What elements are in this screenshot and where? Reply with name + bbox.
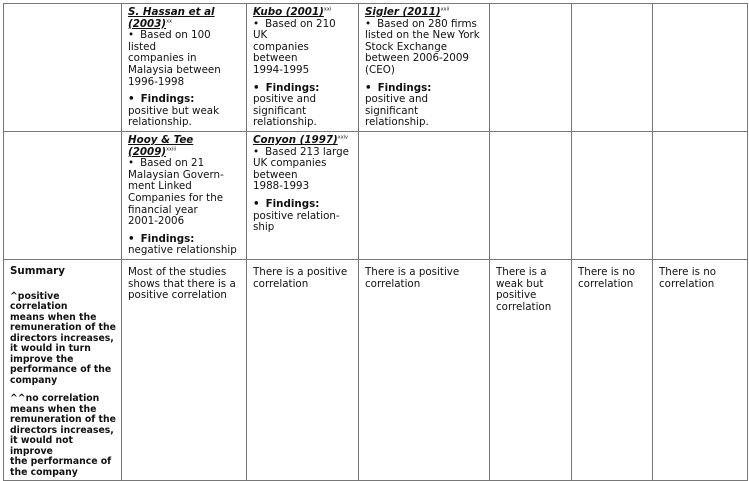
study-name: S. Hassan et al (2003) xyxy=(128,6,215,30)
note-line: the performance of xyxy=(10,456,112,468)
study-name: Sigler (2011) xyxy=(365,6,441,18)
basis-line: listed on the New York xyxy=(365,29,480,42)
study-cell xyxy=(247,132,359,260)
empty-cell xyxy=(490,4,572,132)
summary-cell xyxy=(572,259,653,480)
study-name: Conyon (1997) xyxy=(253,134,338,146)
table-row xyxy=(4,259,748,480)
basis-line: ment Linked xyxy=(128,180,192,193)
basis-line: UK companies xyxy=(253,157,327,170)
note-line: the company xyxy=(10,466,78,478)
footnote-ref: xxiv xyxy=(337,134,349,141)
basis-line: between xyxy=(253,168,298,181)
summary-line: correlation xyxy=(365,277,421,290)
summary-cell xyxy=(122,259,247,480)
basis-line: financial year xyxy=(128,203,198,216)
basis-line: Stock Exchange xyxy=(365,40,448,53)
summary-line: correlation xyxy=(496,300,552,313)
note-line: performance of the xyxy=(10,364,112,376)
note-line: company xyxy=(10,374,58,386)
basis-line: • Based on 21 xyxy=(128,158,241,170)
note-line: means when the xyxy=(10,403,97,415)
basis-line: between xyxy=(253,52,298,65)
summary-cell xyxy=(359,259,490,480)
basis-line: (CEO) xyxy=(365,63,395,76)
summary-line: Most of the studies xyxy=(128,265,227,278)
basis-line: Companies for the xyxy=(128,191,224,204)
positive-correlation-note xyxy=(10,292,116,387)
note-line: directors increases, xyxy=(10,424,114,436)
basis-line: 2001-2006 xyxy=(128,215,185,228)
note-line: improve the xyxy=(10,353,74,365)
note-line: directors increases, xyxy=(10,332,114,344)
note-line: remuneration of the xyxy=(10,322,116,334)
footnote-ref: xx xyxy=(166,18,172,25)
note-line: ^^no correlation xyxy=(10,393,100,405)
summary-line: shows that there is a xyxy=(128,277,236,290)
row-label-cell xyxy=(4,4,122,132)
study-name: Hooy & Tee (2009) xyxy=(128,134,194,158)
basis-line: Malaysia between xyxy=(128,63,221,76)
summary-line: correlation xyxy=(659,277,715,290)
note-line: ^positive correlation xyxy=(10,290,68,313)
empty-cell xyxy=(572,4,653,132)
findings-label: • Findings: xyxy=(128,234,241,246)
footnote-ref: xxiii xyxy=(166,146,177,153)
summary-cell xyxy=(653,259,748,480)
findings-label: • Findings: xyxy=(253,199,353,211)
summary-line: correlation xyxy=(578,277,634,290)
findings-label: • Findings: xyxy=(128,94,241,106)
basis-line: • Based on 280 firms xyxy=(365,19,484,31)
summary-label-cell xyxy=(4,259,122,480)
empty-cell xyxy=(359,132,490,260)
summary-title: Summary xyxy=(10,264,65,277)
summary-line: correlation xyxy=(253,277,309,290)
summary-line: There is no xyxy=(578,265,636,278)
summary-line: weak but xyxy=(496,277,544,290)
basis-line: 1988-1993 xyxy=(253,180,310,193)
note-line: it would not improve xyxy=(10,435,73,457)
findings-line: relationship. xyxy=(128,116,192,129)
findings-label: • Findings: xyxy=(253,83,353,95)
study-name: Kubo (2001) xyxy=(253,6,324,18)
findings-line: positive relation- xyxy=(253,209,340,222)
empty-cell xyxy=(653,4,748,132)
summary-line: There is a positive xyxy=(365,265,460,278)
summary-line: There is a positive xyxy=(253,265,348,278)
note-line: it would in turn xyxy=(10,343,91,355)
findings-label: • Findings: xyxy=(365,83,484,95)
summary-line: There is a xyxy=(496,265,547,278)
summary-line: positive correlation xyxy=(128,289,227,302)
summary-line: positive xyxy=(496,289,537,302)
findings-line: positive and xyxy=(365,93,429,106)
basis-line: between 2006-2009 xyxy=(365,52,469,65)
row-label-cell xyxy=(4,132,122,260)
basis-line: 1994-1995 xyxy=(253,63,310,76)
summary-cell xyxy=(247,259,359,480)
table-row xyxy=(4,4,748,132)
basis-line: companies in xyxy=(128,52,197,65)
study-cell xyxy=(122,4,247,132)
findings-line: relationship. xyxy=(253,116,317,129)
findings-line: ship xyxy=(253,221,275,234)
studies-table xyxy=(3,3,748,481)
footnote-ref: xxi xyxy=(323,6,332,13)
study-cell xyxy=(122,132,247,260)
findings-line: positive and xyxy=(253,93,317,106)
note-line: remuneration of the xyxy=(10,414,116,426)
empty-cell xyxy=(490,132,572,260)
basis-line: companies xyxy=(253,40,309,53)
basis-line: • Based 213 large xyxy=(253,147,353,159)
basis-line: Malaysian Govern- xyxy=(128,168,224,181)
study-cell xyxy=(359,4,490,132)
findings-line: significant xyxy=(253,104,307,117)
findings-line: significant relationship. xyxy=(365,104,429,129)
findings-line: negative relationship xyxy=(128,244,237,257)
note-line: means when the xyxy=(10,311,97,323)
footnote-ref: xxii xyxy=(440,6,450,13)
summary-line: There is no xyxy=(659,265,717,278)
no-correlation-note xyxy=(10,394,116,478)
study-cell xyxy=(247,4,359,132)
basis-line: • Based on 210 UK xyxy=(253,19,353,42)
summary-cell xyxy=(490,259,572,480)
empty-cell xyxy=(653,132,748,260)
table-row xyxy=(4,132,748,260)
basis-line: 1996-1998 xyxy=(128,75,185,88)
empty-cell xyxy=(572,132,653,260)
basis-line: • Based on 100 listed xyxy=(128,30,241,53)
findings-line: positive but weak xyxy=(128,104,220,117)
